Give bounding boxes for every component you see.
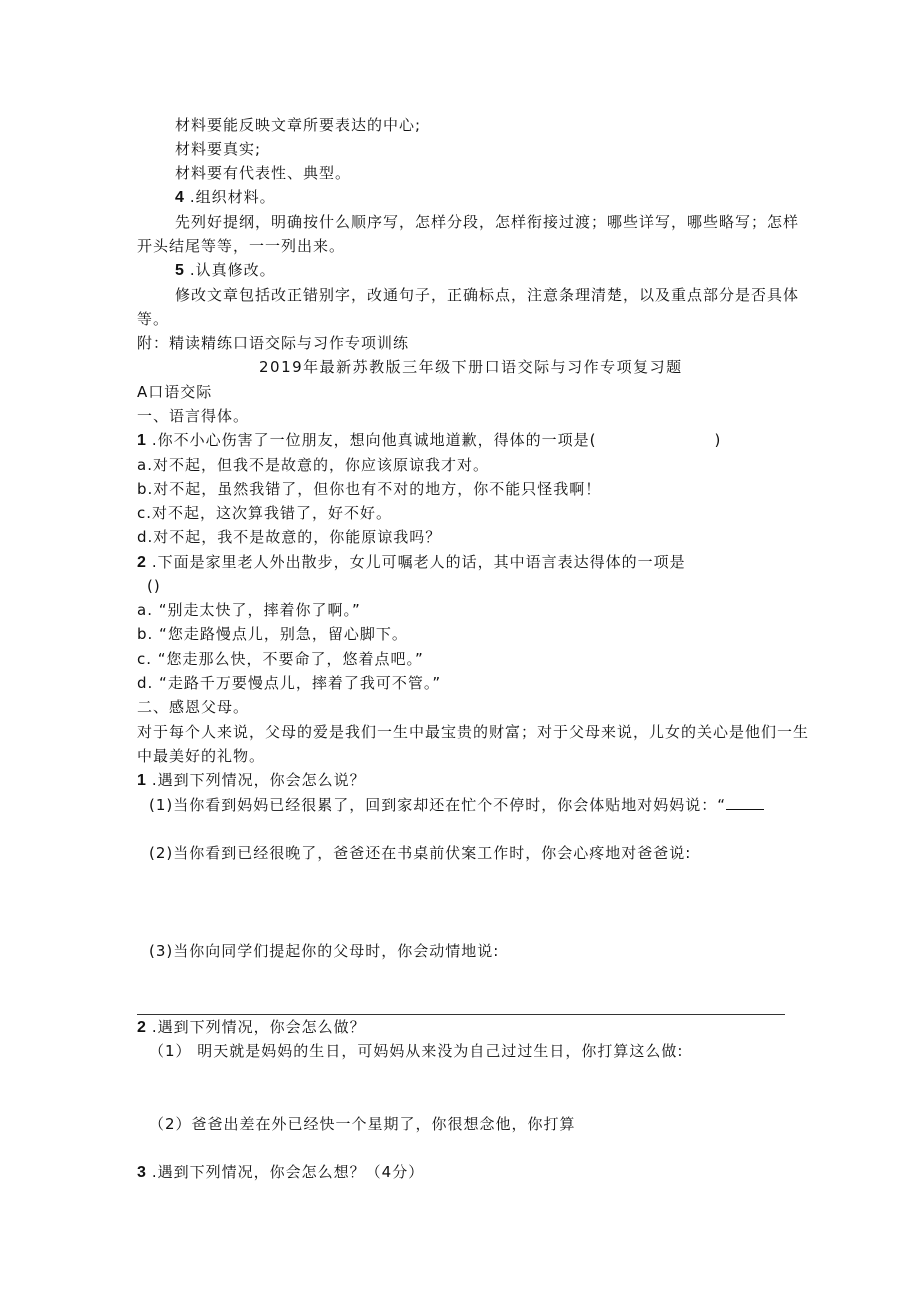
question-2-2-text: .遇到下列情况，你会怎么做？	[151, 1018, 366, 1036]
question-1-1-number: 1	[137, 432, 146, 449]
option-1-1-a: a.对不起，但我不是故意的，你应该原谅我才对。	[137, 456, 489, 474]
step-5	[175, 260, 276, 281]
option-1-1-d: d.对不起，我不是故意的，你能原谅我吗？	[137, 528, 442, 546]
question-1-2-text: .下面是家里老人外出散步，女儿可嘱老人的话，其中语言表达得体的一项是	[151, 553, 686, 571]
option-1-2-a: a. “别走太快了，摔着你了啊。”	[137, 601, 361, 619]
question-1-2	[137, 552, 686, 573]
question-1-1-text: .你不小心伤害了一位朋友，想向他真诚地道歉，得体的一项是(	[151, 431, 597, 449]
option-1-2-b: b. “您走路慢点儿，别急，留心脚下。	[137, 625, 408, 643]
option-1-2-d: d. “走路千万要慢点儿，摔着了我可不管。”	[137, 674, 442, 692]
question-2-1	[137, 770, 366, 791]
intro-line-3: 材料要有代表性、典型。	[175, 164, 352, 182]
step-5-para-line-2: 等。	[137, 310, 170, 328]
part-a-heading: A口语交际	[137, 383, 213, 401]
question-2-2	[137, 1017, 366, 1038]
page-title: 2019年最新苏教版三年级下册口语交际与习作专项复习题	[259, 358, 683, 376]
step-4-para-line-1: 先列好提纲，明确按什么顺序写，怎样分段，怎样衔接过渡；哪些详写，哪些略写；怎样	[175, 213, 800, 231]
step-5-number: 5	[175, 262, 184, 279]
question-2-3-number: 3	[137, 1164, 146, 1181]
question-2-3	[137, 1162, 424, 1183]
option-1-1-b: b.对不起，虽然我错了，但你也有不对的地方，你不能只怪我啊！	[137, 480, 602, 498]
question-2-1-item-1	[149, 795, 764, 815]
appendix-note: 附：精读精练口语交际与习作专项训练	[137, 334, 410, 352]
question-1-2-paren: ()	[147, 577, 161, 595]
intro-line-2: 材料要真实;	[175, 140, 262, 158]
intro-line-1: 材料要能反映文章所要表达的中心;	[175, 116, 422, 134]
step-4-text: .组织材料。	[189, 188, 276, 206]
answer-line	[137, 1014, 785, 1015]
section-2-para-line-2: 中最美好的礼物。	[137, 747, 266, 765]
option-1-1-c: c.对不起，这次算我错了，好不好。	[137, 504, 393, 522]
question-2-1-item-3: (3)当你向同学们提起你的父母时，你会动情地说:	[149, 942, 500, 960]
section-1-heading: 一、语言得体。	[137, 407, 250, 425]
option-1-2-c: c. “您走那么快，不要命了，悠着点吧。”	[137, 650, 424, 668]
question-1-1-close-paren: )	[714, 431, 722, 449]
step-5-para-line-1: 修改文章包括改正错别字，改通句子，正确标点，注意条理清楚，以及重点部分是否具体	[175, 286, 800, 304]
question-2-1-item-1-text: (1)当你看到妈妈已经很累了，回到家却还在忙个不停时，你会体贴地对妈妈说：“	[149, 796, 727, 814]
question-2-1-item-2: (2)当你看到已经很晚了，爸爸还在书桌前伏案工作时，你会心疼地对爸爸说:	[149, 844, 692, 862]
answer-blank[interactable]	[726, 795, 764, 810]
question-1-1	[137, 430, 721, 451]
section-2-para-line-1: 对于每个人来说，父母的爱是我们一生中最宝贵的财富；对于父母来说，儿女的关心是他们一生	[137, 723, 810, 741]
question-2-2-item-2: （2）爸爸出差在外已经快一个星期了，你很想念他，你打算	[149, 1115, 576, 1133]
section-2-heading: 二、感恩父母。	[137, 698, 250, 716]
question-2-2-item-1: （1） 明天就是妈妈的生日，可妈妈从来没为自己过过生日，你打算这么做:	[149, 1042, 684, 1060]
question-2-1-number: 1	[137, 772, 146, 789]
question-2-3-text: .遇到下列情况，你会怎么想？（4分）	[151, 1163, 425, 1181]
step-4-number: 4	[175, 189, 184, 206]
question-1-2-number: 2	[137, 554, 146, 571]
step-4-para-line-2: 开头结尾等等，一一列出来。	[137, 237, 346, 255]
step-4	[175, 187, 276, 208]
step-5-text: .认真修改。	[189, 261, 276, 279]
question-2-2-number: 2	[137, 1019, 146, 1036]
question-2-1-text: .遇到下列情况，你会怎么说？	[151, 771, 366, 789]
